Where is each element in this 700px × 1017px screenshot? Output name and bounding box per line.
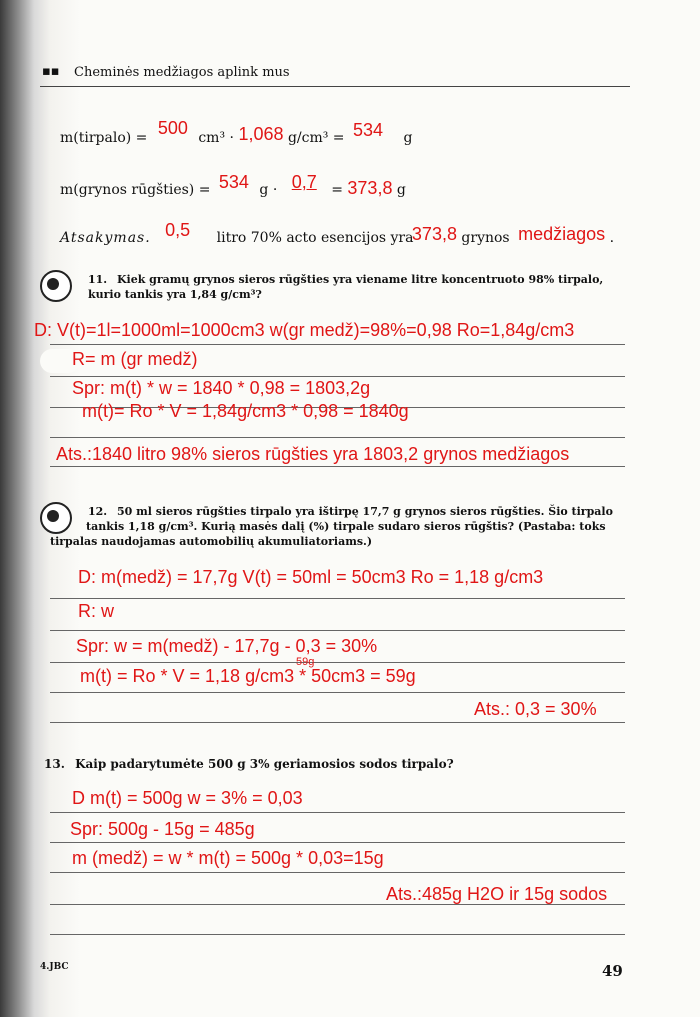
answer-t1: litro 70% acto esencijos yra bbox=[216, 230, 414, 246]
answer-v2: 373,8 bbox=[411, 224, 457, 244]
task-13-solution1: Spr: 500g - 15g = 485g bbox=[70, 819, 255, 839]
task-11-icon bbox=[40, 270, 72, 302]
answer-v1: 0,5 bbox=[165, 220, 191, 240]
answer-rule bbox=[50, 812, 625, 813]
header-marker: ▪▪ bbox=[42, 64, 60, 79]
task-13-solution2: m (medž) = w * m(t) = 500g * 0,03=15g bbox=[72, 848, 384, 868]
answer-v3: medžiagos bbox=[518, 224, 606, 244]
calc-tirpalo-u2: g/cm³ = bbox=[287, 130, 345, 146]
answer-t3: . bbox=[609, 230, 615, 246]
task-11-number: 11. bbox=[88, 273, 108, 286]
answer-rule bbox=[50, 722, 625, 723]
answer-rule bbox=[50, 842, 625, 843]
calc-grynos-eq: = bbox=[331, 182, 343, 198]
answer-rule bbox=[50, 466, 625, 467]
task-12-solution1: Spr: w = m(medž) - 17,7g - 0,3 = 30% bbox=[76, 636, 378, 656]
task-13-text bbox=[44, 757, 454, 772]
task-12-text bbox=[50, 504, 613, 549]
answer-rule bbox=[50, 437, 625, 438]
calc-grynos-v3: 373,8 bbox=[347, 178, 393, 198]
calc-tirpalo-prefix: m(tirpalo) = bbox=[60, 130, 148, 146]
task-11-line2: kurio tankis yra 1,84 g/cm³? bbox=[88, 288, 262, 301]
task-11-solution1: Spr: m(t) * w = 1840 * 0,98 = 1803,2g bbox=[72, 378, 371, 398]
task-12-note: 59g bbox=[296, 656, 315, 668]
task-13-question: Kaip padarytumėte 500 g 3% geriamosios sodos tirpalo? bbox=[75, 757, 454, 771]
task-13-number: 13. bbox=[44, 757, 65, 771]
answer-t2: grynos bbox=[461, 230, 510, 246]
task-13-answer: Ats.:485g H2O ir 15g sodos bbox=[386, 884, 608, 904]
calc-tirpalo-v1: 500 bbox=[157, 118, 188, 138]
calc-grynos-line bbox=[60, 172, 406, 199]
task-12-line3: tirpalas naudojamas automobilių akumuliatoriams.) bbox=[50, 535, 373, 548]
calc-grynos-u3: g bbox=[396, 182, 406, 198]
calc-answer-line bbox=[60, 220, 615, 247]
task-11-solution2: m(t)= Ro * V = 1,84g/cm3 * 0,98 = 1840g bbox=[82, 401, 409, 421]
calc-tirpalo-u3: g bbox=[403, 130, 413, 146]
footer-code: 4.JBC bbox=[40, 962, 69, 972]
task-11-text bbox=[88, 272, 603, 302]
task-11-find: R= m (gr medž) bbox=[72, 349, 198, 369]
answer-rule bbox=[50, 344, 625, 345]
task-12-line2: tankis 1,18 g/cm³. Kurią masės dalį (%) tirpale sudaro sieros rūgštis? (Pastaba: toks bbox=[86, 520, 606, 533]
calc-grynos-v2: 0,7 bbox=[291, 172, 317, 192]
task-11-answer: Ats.:1840 litro 98% sieros rūgšties yra 1803,2 grynos medžiagos bbox=[56, 444, 570, 464]
task-12-number: 12. bbox=[88, 505, 108, 518]
answer-rule bbox=[50, 598, 625, 599]
answer-rule bbox=[50, 872, 625, 873]
answer-rule bbox=[50, 630, 625, 631]
task-12-answer: Ats.: 0,3 = 30% bbox=[474, 699, 597, 719]
calc-grynos-prefix: m(grynos rūgšties) = bbox=[60, 182, 211, 198]
task-12-solution2: m(t) = Ro * V = 1,18 g/cm3 * 50cm3 = 59g bbox=[80, 666, 416, 686]
answer-rule bbox=[50, 934, 625, 935]
task-12-line1: 50 ml sieros rūgšties tirpalo yra ištirpę 17,7 g grynos sieros rūgšties. Šio tirpalo bbox=[116, 505, 613, 518]
task-13-given: D m(t) = 500g w = 3% = 0,03 bbox=[72, 788, 303, 808]
task-11-given: D: V(t)=1l=1000ml=1000cm3 w(gr medž)=98%=0,98 Ro=1,84g/cm3 bbox=[34, 320, 575, 340]
calc-tirpalo-line bbox=[60, 118, 413, 147]
answer-label: Atsakymas. bbox=[60, 230, 151, 246]
task-12-given: D: m(medž) = 17,7g V(t) = 50ml = 50cm3 Ro = 1,18 g/cm3 bbox=[78, 567, 544, 587]
answer-rule bbox=[50, 662, 625, 663]
calc-tirpalo-v3: 534 bbox=[352, 120, 384, 140]
header-rule bbox=[40, 86, 630, 87]
calc-tirpalo-v2: 1,068 bbox=[238, 124, 284, 144]
calc-tirpalo-u1: cm³ · bbox=[198, 130, 234, 146]
page-number: 49 bbox=[602, 962, 623, 980]
calc-grynos-v1: 534 bbox=[218, 172, 249, 192]
answer-rule bbox=[50, 692, 625, 693]
page-header-title: Cheminės medžiagos aplink mus bbox=[74, 65, 290, 80]
answer-rule bbox=[50, 376, 625, 377]
task-11-line1: Kiek gramų grynos sieros rūgšties yra viename litre koncentruoto 98% tirpalo, bbox=[116, 273, 604, 286]
calc-grynos-u1: g · bbox=[259, 182, 278, 198]
task-12-find: R: w bbox=[78, 601, 114, 621]
